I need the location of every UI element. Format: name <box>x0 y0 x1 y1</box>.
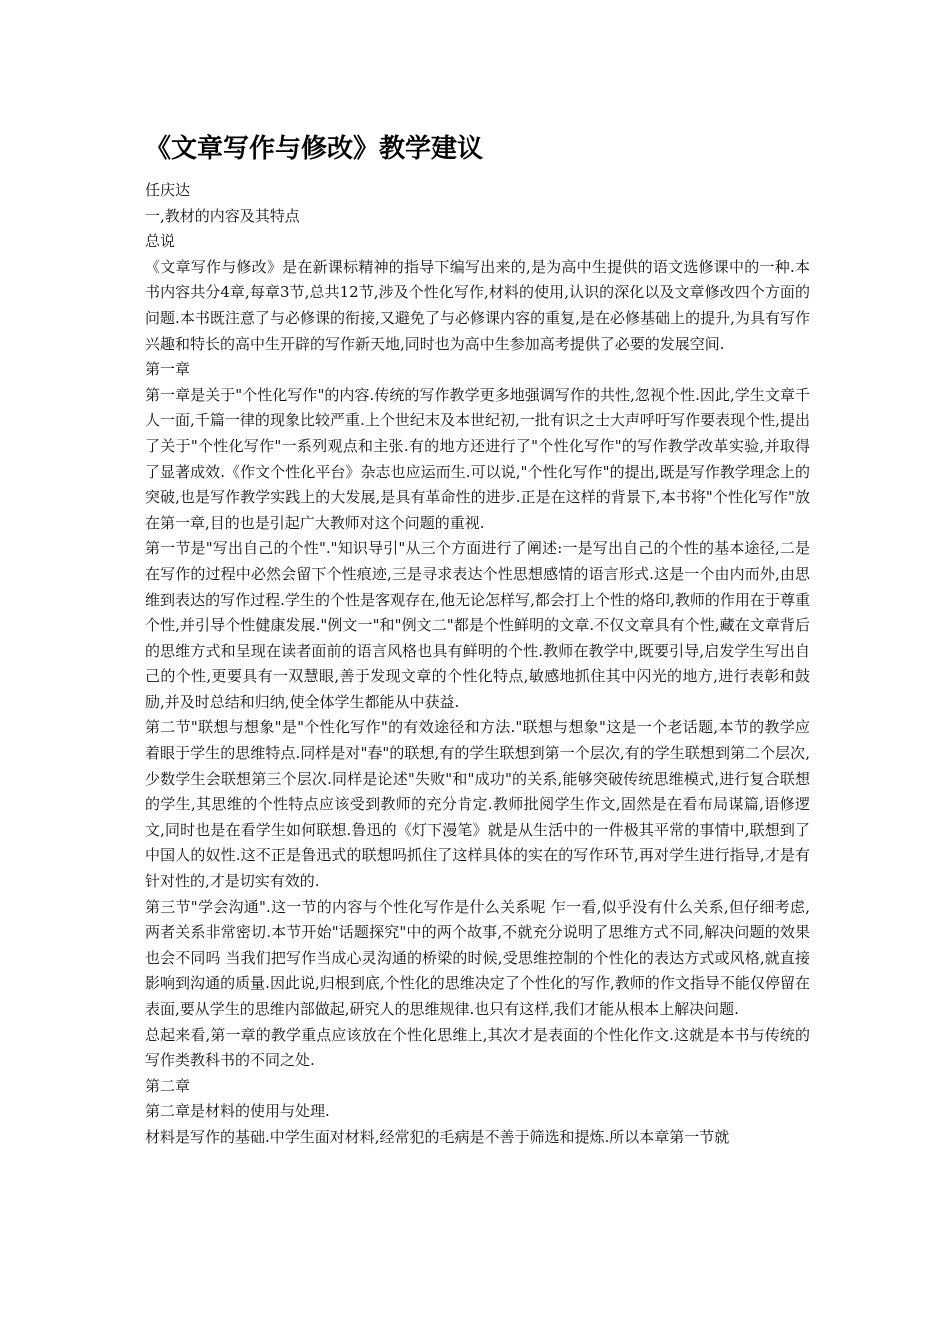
overview-heading: 总说 <box>145 232 176 251</box>
chapter1-section1-paragraph: 第一节是"写出自己的个性"."知识导引"从三个方面进行了阐述:一是写出自己的个性的基本途径,二是在写作的过程中必然会留下个性痕迹,三是寻求表达个性思想感情的语言形式.这是一个由内而外,由思维到表达的写作过程.学生的个性是客观存在,他无论怎样写,都会打上个性的烙印,教师的作用在于尊重个性,并引导个性健康发展."例文一"和"例文二"都是个性鲜明的文章.不仅文章具有个性,藏在文章背后的思维方式和呈现在读者面前的语言风格也具有鲜明的个性.教师在教学中,既要引导,启发学生写出自己的个性,更要具有一双慧眼,善于发现文章的个性化特点,敏感地抓住其中闪光的地方,进行表彰和鼓励,并及时总结和归纳,使全体学生都能从中获益. <box>145 539 810 711</box>
overview-paragraph: 《文章写作与修改》是在新课标精神的指导下编写出来的,是为高中生提供的语文选修课中的一种.本书内容共分4章,每章3节,总共12节,涉及个性化写作,材料的使用,认识的深化以及文章修改四个方面的问题.本书既注意了与必修课的衔接,又避免了与必修课内容的重复,是在必修基础上的提升,为具有写作兴趣和特长的高中生开辟的写作新天地,同时也为高中生参加高考提供了必要的发展空间. <box>145 257 810 353</box>
chapter1-section2-paragraph: 第二节"联想与想象"是"个性化写作"的有效途径和方法."联想与想象"这是一个老话题,本节的教学应着眼于学生的思维特点.同样是对"春"的联想,有的学生联想到第一个层次,有的学生联想到第二个层次,少数学生会联想第三个层次.同样是论述"失败"和"成功"的关系,能够突破传统思维模式,进行复合联想的学生,其思维的个性特点应该受到教师的充分肯定.教师批阅学生作文,固然是在看布局谋篇,语修逻文,同时也是在看学生如何联想.鲁迅的《灯下漫笔》就是从生活中的一件极其平常的事情中,联想到了中国人的奴性.这不正是鲁迅式的联想吗抓住了这样具体的实在的写作环节,再对学生进行指导,才是有针对性的,才是切实有效的. <box>145 718 810 891</box>
chapter2-intro: 第二章是材料的使用与处理. <box>145 1102 330 1121</box>
chapter2-paragraph: 材料是写作的基础.中学生面对材料,经常犯的毛病是不善于筛选和提炼.所以本章第一节就 <box>145 1127 730 1146</box>
author-name: 任庆达 <box>145 181 191 199</box>
chapter1-summary-paragraph: 总起来看,第一章的教学重点应该放在个性化思维上,其次才是表面的个性化作文.这就是本书与传统的写作类教科书的不同之处. <box>145 1025 810 1070</box>
chapter1-intro-paragraph: 第一章是关于"个性化写作"的内容.传统的写作教学更多地强调写作的共性,忽视个性.因此,学生文章千人一面,千篇一律的现象比较严重.上个世纪末及本世纪初,一批有识之士大声呼吁写作要表现个性,提出了关于"个性化写作"一系列观点和主张.有的地方还进行了"个性化写作"的写作教学改革实验,并取得了显著成效.《作文个性化平台》杂志也应运而生.可以说,"个性化写作"的提出,既是写作教学理念上的突破,也是写作教学实践上的大发展,是具有革命性的进步.正是在这样的背景下,本书将"个性化写作"放在第一章,目的也是引起广大教师对这个问题的重视. <box>145 385 810 532</box>
chapter1-section3-paragraph: 第三节"学会沟通".这一节的内容与个性化写作是什么关系呢 乍一看,似乎没有什么关系,但仔细考虑,两者关系非常密切.本节开始"话题探究"中的两个故事,不就充分说明了思维方式不同,解决问题的效果也会不同吗 当我们把写作当成心灵沟通的桥梁的时候,受思维控制的个性化的表达方式或风格,就直接影响到沟通的质量.因此说,归根到底,个性化的思维决定了个性化的写作,教师的作文指导不能仅停留在表面,要从学生的思维内部做起,研究人的思维规律.也只有这样,我们才能从根本上解决问题. <box>145 897 810 1018</box>
section-heading: 一,教材的内容及其特点 <box>145 206 300 225</box>
chapter2-heading: 第二章 <box>145 1076 191 1095</box>
chapter1-heading: 第一章 <box>145 360 191 379</box>
document-page <box>145 128 810 1151</box>
document-title: 《文章写作与修改》教学建议 <box>145 134 484 164</box>
